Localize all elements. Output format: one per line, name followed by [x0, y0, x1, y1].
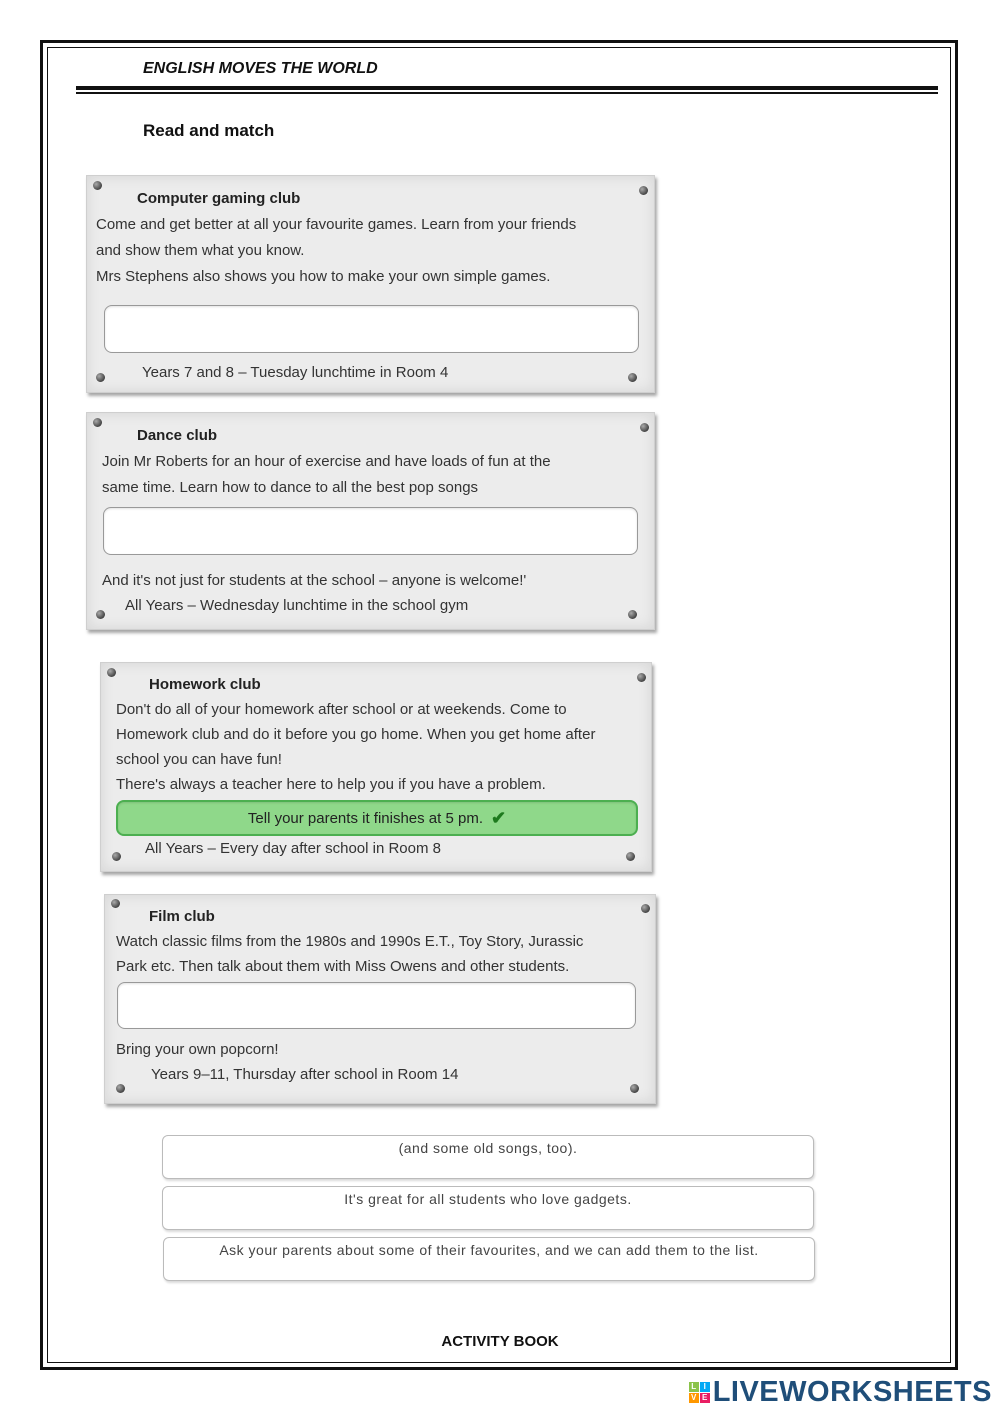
card-dance-club: [86, 412, 655, 630]
logo-mark-icon: [689, 1382, 710, 1403]
card-schedule: All Years – Wednesday lunchtime in the school gym: [125, 597, 469, 614]
pin-icon: [111, 899, 120, 908]
card-text-line: school you can have fun!: [116, 751, 282, 768]
card-text-after: Bring your own popcorn!: [116, 1041, 279, 1058]
footer-label: ACTIVITY BOOK: [441, 1333, 559, 1350]
pin-icon: [116, 1084, 125, 1093]
draggable-option[interactable]: Ask your parents about some of their favourites, and we can add them to the list.: [163, 1237, 815, 1281]
card-title: Homework club: [149, 676, 261, 693]
logo-mark-letter: I: [700, 1382, 710, 1392]
answer-drop-box[interactable]: [103, 507, 638, 555]
pin-icon: [637, 673, 646, 682]
liveworksheets-logo: [689, 1376, 992, 1409]
logo-mark-letter: V: [689, 1393, 699, 1403]
card-text-line: and show them what you know.: [96, 242, 305, 259]
card-text-line: same time. Learn how to dance to all the best pop songs: [102, 479, 479, 496]
card-text-line: Homework club and do it before you go home. When you get home after: [116, 726, 596, 743]
card-computer-gaming-club: [86, 175, 655, 393]
instruction: Read and match: [143, 121, 275, 140]
card-title: Film club: [149, 908, 215, 925]
pin-icon: [639, 186, 648, 195]
card-text-line: Park etc. Then talk about them with Miss Owens and other students.: [116, 958, 570, 975]
pin-icon: [640, 423, 649, 432]
card-text-after: And it's not just for students at the school – anyone is welcome!': [102, 572, 527, 589]
card-schedule: All Years – Every day after school in Room 8: [145, 840, 441, 857]
pin-icon: [626, 852, 635, 861]
header-rule-thin: [76, 92, 938, 94]
checkmark-icon: ✔: [491, 807, 507, 828]
card-text-line: Join Mr Roberts for an hour of exercise and have loads of fun at the: [102, 453, 551, 470]
card-schedule: Years 7 and 8 – Tuesday lunchtime in Room 4: [142, 364, 449, 381]
draggable-option[interactable]: It's great for all students who love gadgets.: [162, 1186, 814, 1230]
pin-icon: [641, 904, 650, 913]
header-title: ENGLISH MOVES THE WORLD: [143, 60, 378, 77]
card-text-line: Come and get better at all your favourite games. Learn from your friends: [96, 216, 577, 233]
logo-mark-letter: L: [689, 1382, 699, 1392]
pin-icon: [107, 668, 116, 677]
card-text-line: Don't do all of your homework after school or at weekends. Come to: [116, 701, 567, 718]
pin-icon: [628, 373, 637, 382]
pin-icon: [93, 181, 102, 190]
card-title: Computer gaming club: [137, 190, 301, 207]
card-text-line: There's always a teacher here to help you if you have a problem.: [116, 776, 546, 793]
draggable-option[interactable]: (and some old songs, too).: [162, 1135, 814, 1179]
answer-text: Tell your parents it finishes at 5 pm.: [247, 809, 483, 827]
card-schedule: Years 9–11, Thursday after school in Room 14: [151, 1066, 459, 1083]
pin-icon: [96, 610, 105, 619]
pin-icon: [96, 373, 105, 382]
logo-mark-letter: E: [700, 1393, 710, 1403]
pin-icon: [112, 852, 121, 861]
answer-drop-box[interactable]: [104, 305, 639, 353]
header-rule: [76, 86, 938, 90]
pin-icon: [93, 418, 102, 427]
card-text-line: Mrs Stephens also shows you how to make your own simple games.: [96, 268, 551, 285]
pin-icon: [630, 1084, 639, 1093]
card-homework-club: [100, 662, 652, 872]
pin-icon: [628, 610, 637, 619]
logo-text: LIVEWORKSHEETS: [712, 1376, 992, 1408]
answer-drop-box[interactable]: [117, 982, 636, 1029]
card-title: Dance club: [137, 427, 218, 444]
card-text-line: Watch classic films from the 1980s and 1990s E.T., Toy Story, Jurassic: [116, 933, 584, 950]
card-film-club: [104, 894, 656, 1104]
answer-drop-box-correct[interactable]: [116, 800, 638, 836]
